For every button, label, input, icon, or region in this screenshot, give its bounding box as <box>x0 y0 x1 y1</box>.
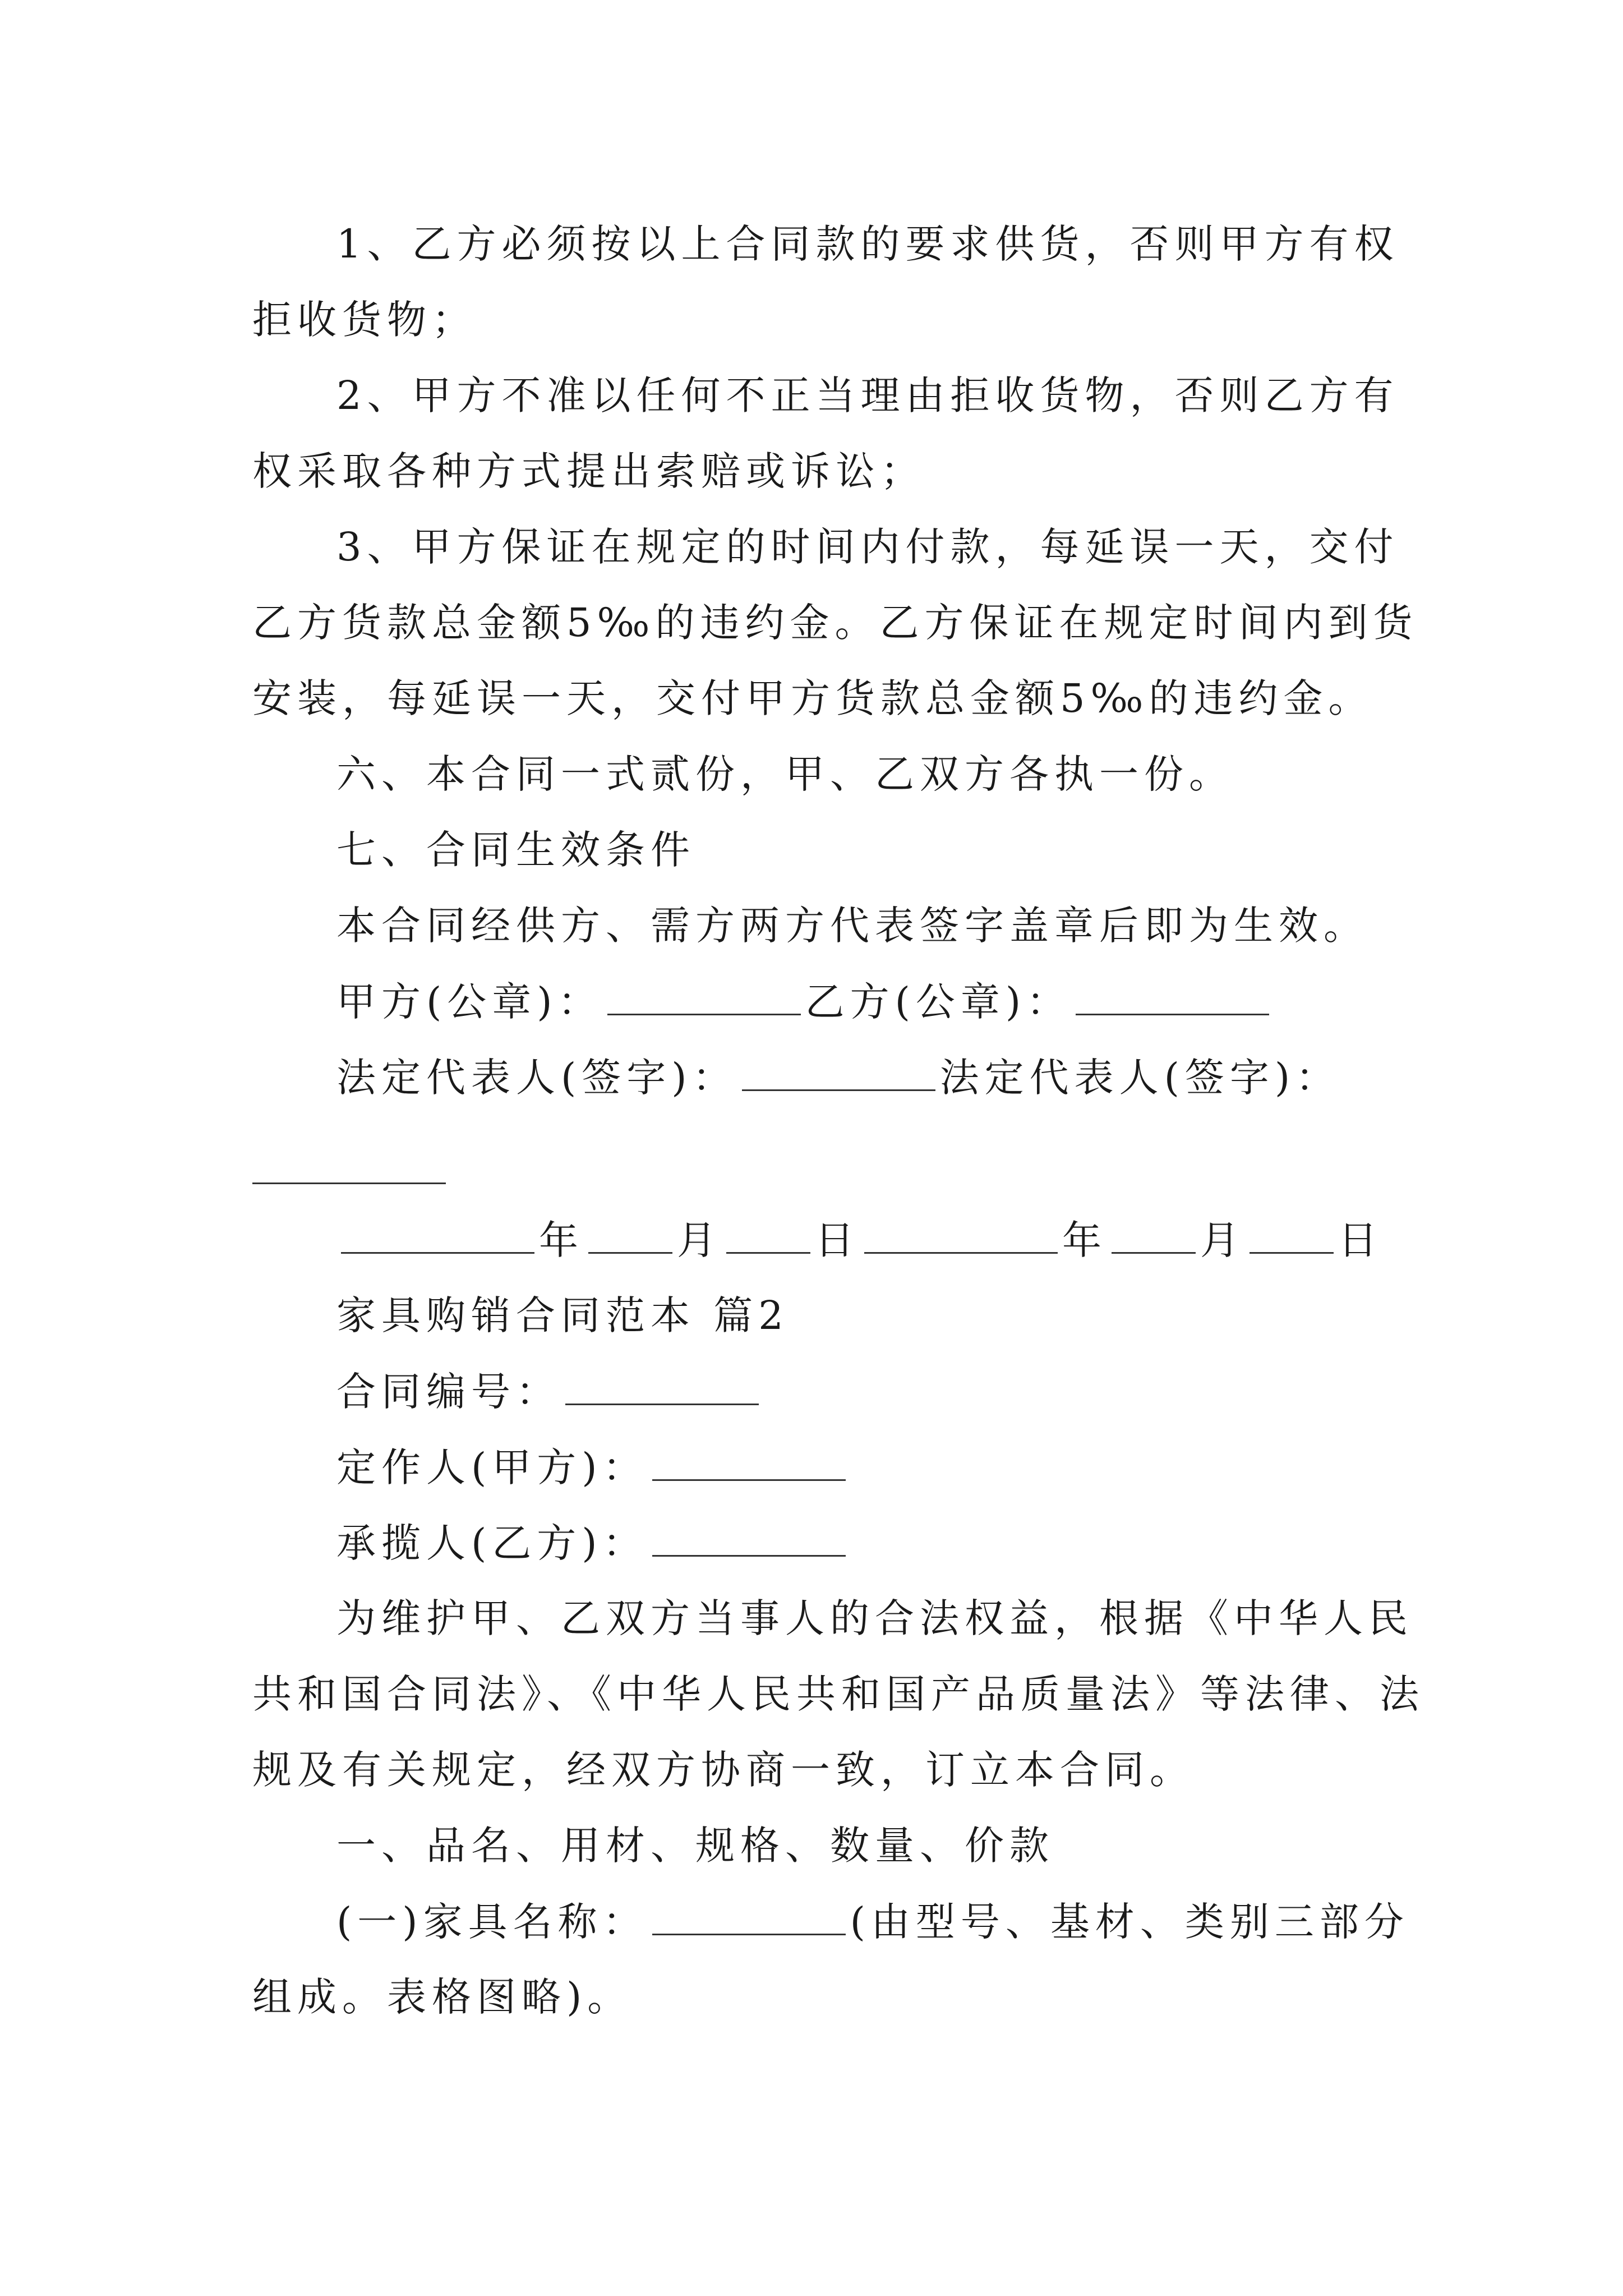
clause-7-title: 七、合同生效条件 <box>336 827 695 873</box>
party-a-seal-blank <box>607 973 801 1015</box>
preamble-line-3: 规及有关规定，经双方协商一致，订立本合同。 <box>252 1747 1195 1793</box>
paragraph-3-line-1: 3、甲方保证在规定的时间内付款，每延误一天，交付 <box>336 524 1399 570</box>
month-a-label: 月 <box>677 1217 722 1263</box>
representative-line <box>336 1049 1396 1106</box>
clause-7-text: 本合同经供方、需方两方代表签字盖章后即为生效。 <box>336 903 1368 949</box>
party-b-seal-blank <box>1076 973 1269 1015</box>
seal-line <box>336 973 1396 1030</box>
preamble-line-1: 为维护甲、乙双方当事人的合法权益，根据《中华人民 <box>336 1595 1413 1641</box>
contract-number-blank <box>565 1363 759 1405</box>
contract-number-line <box>336 1363 1396 1420</box>
contract-number-label: 合同编号： <box>336 1369 561 1415</box>
paragraph-2-line-2: 权采取各种方式提出索赔或诉讼； <box>252 448 925 494</box>
month-b-label: 月 <box>1200 1217 1245 1263</box>
party-a-line <box>336 1439 1396 1496</box>
year-a-blank <box>341 1212 534 1254</box>
furniture-name-blank <box>652 1893 846 1935</box>
paragraph-1-line-1: 1、乙方必须按以上合同款的要求供货，否则甲方有权 <box>336 221 1399 267</box>
party-b-label: 承揽人(乙方)： <box>336 1520 648 1566</box>
date-line <box>336 1212 1396 1268</box>
furniture-name-line <box>336 1893 1409 1950</box>
month-b-blank <box>1112 1212 1196 1254</box>
day-b-label: 日 <box>1338 1217 1383 1263</box>
paragraph-3-line-3: 安装，每延误一天，交付甲方货款总金额5‰的违约金。 <box>252 675 1373 721</box>
day-a-blank <box>726 1212 810 1254</box>
rep-a-blank <box>742 1049 935 1091</box>
rep-b-blank <box>252 1182 446 1184</box>
party-a-seal-label: 甲方(公章)： <box>336 979 603 1025</box>
paragraph-1-line-2: 拒收货物； <box>252 297 477 343</box>
party-a-label: 定作人(甲方)： <box>336 1444 648 1490</box>
party-a-blank <box>652 1439 846 1481</box>
paragraph-2-line-1: 2、甲方不准以任何不正当理由拒收货物，否则乙方有 <box>336 372 1399 418</box>
year-b-blank <box>864 1212 1058 1254</box>
year-a-label: 年 <box>539 1217 584 1263</box>
day-b-blank <box>1249 1212 1334 1254</box>
furniture-name-note-line-2: 组成。表格图略)。 <box>252 1974 633 2020</box>
item-1-title: 一、品名、用材、规格、数量、价款 <box>336 1823 1054 1869</box>
furniture-name-note: (由型号、基材、类别三部分 <box>850 1899 1409 1945</box>
day-a-label: 日 <box>815 1217 860 1263</box>
rep-b-label: 法定代表人(签字)： <box>939 1055 1341 1101</box>
preamble-line-2: 共和国合同法》、《中华人民共和国产品质量法》等法律、法 <box>252 1671 1424 1717</box>
section-2-title: 家具购销合同范本 篇2 <box>336 1292 789 1338</box>
furniture-name-label: (一)家具名称： <box>336 1899 648 1945</box>
party-b-line <box>336 1515 1396 1571</box>
party-b-seal-label: 乙方(公章)： <box>805 979 1072 1025</box>
party-b-blank <box>652 1515 846 1557</box>
year-b-label: 年 <box>1062 1217 1107 1263</box>
month-a-blank <box>588 1212 672 1254</box>
rep-a-label: 法定代表人(签字)： <box>336 1055 737 1101</box>
clause-6: 六、本合同一式贰份，甲、乙双方各执一份。 <box>336 751 1234 797</box>
paragraph-3-line-2: 乙方货款总金额5‰的违约金。乙方保证在规定时间内到货 <box>252 600 1418 646</box>
